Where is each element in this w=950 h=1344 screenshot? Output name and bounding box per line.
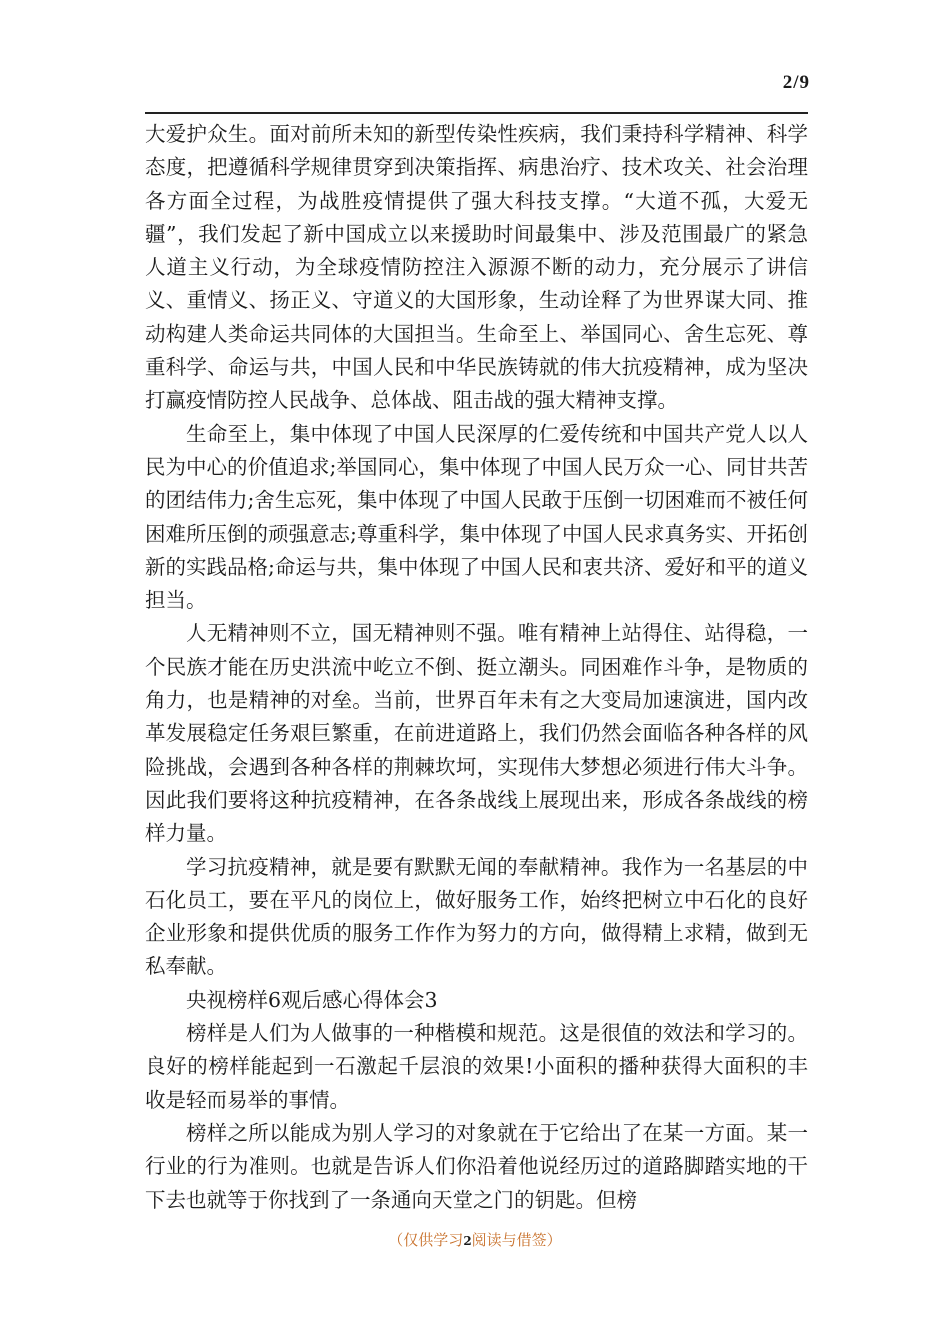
paragraph-national-spirit: 人无精神则不立，国无精神则不强。唯有精神上站得住、站得稳，一个民族才能在历史洪流中屹立不倒、挺立潮头。同困难作斗争，是物质的角力，也是精神的对垒。当前，世界百年未有之大变局加速演进，国内改革发展稳定任务艰巨繁重，在前进道路上，我们仍然会面临各种各样的风险挑战，会遇到各种各样的荆棘坎坷，实现伟大梦想必须进行伟大斗争。因此我们要将这种抗疫精神，在各条战线上展现出来，形成各条战线的榜样力量。 <box>145 621 808 846</box>
footer-page-number: 2 <box>463 1234 472 1248</box>
paragraph-spirit-meaning: 生命至上，集中体现了中国人民深厚的仁爱传统和中国共产党人以人民为中心的价值追求;举国同心，集中体现了中国人民万众一心、同甘共苦的团结伟力;舍生忘死，集中体现了中国人民敢于压倒一切困难而不被任何困难所压倒的顽强意志;尊重科学，集中体现了中国人民求真务实、开拓创新的实践品格;命运与共，集中体现了中国人民和衷共济、爱好和平的道义担当。 <box>145 421 808 613</box>
paragraph-role-model-reason: 榜样之所以能成为别人学习的对象就在于它给出了在某一方面。某一行业的行为准则。也就是告诉人们你沿着他说经历过的道路脚踏实地的干下去也就等于你找到了一条通向天堂之门的钥匙。但榜 <box>145 1120 808 1212</box>
document-body <box>145 118 808 1217</box>
paragraph-continuation: 大爱护众生。面对前所未知的新型传染性疾病，我们秉持科学精神、科学态度，把遵循科学规律贯穿到决策指挥、病患治疗、技术攻关、社会治理各方面全过程，为战胜疫情提供了强大科技支撑。“大道不孤，大爱无疆”，我们发起了新中国成立以来援助时间最集中、涉及范围最广的紧急人道主义行动，为全球疫情防控注入源源不断的动力，充分展示了讲信义、重情义、扬正义、守道义的大国形象，生动诠释了为世界谋大同、推动构建人类命运共同体的大国担当。生命至上、举国同心、舍生忘死、尊重科学、命运与共，中国人民和中华民族铸就的伟大抗疫精神，成为坚决打赢疫情防控人民战争、总体战、阻击战的强大精神支撑。 <box>145 122 808 413</box>
page-number: 2/9 <box>782 72 810 93</box>
paragraph-role-model: 榜样是人们为人做事的一种楷模和规范。这是很值的效法和学习的。良好的榜样能起到一石激起千层浪的效果!小面积的播种获得大面积的丰收是轻而易举的事情。 <box>145 1021 808 1112</box>
footer-suffix: 阅读与借签） <box>471 1231 562 1249</box>
header-rule <box>145 112 808 114</box>
footer-notice <box>0 1229 950 1250</box>
footer-prefix: （仅供学习 <box>388 1231 464 1249</box>
paragraph-dedication: 学习抗疫精神，就是要有默默无闻的奉献精神。我作为一名基层的中石化员工，要在平凡的岗位上，做好服务工作，始终把树立中石化的良好企业形象和提供优质的服务工作作为努力的方向，做得精上求精，做到无私奉献。 <box>145 854 808 979</box>
section-heading: 央视榜样6观后感心得体会3 <box>186 987 438 1012</box>
